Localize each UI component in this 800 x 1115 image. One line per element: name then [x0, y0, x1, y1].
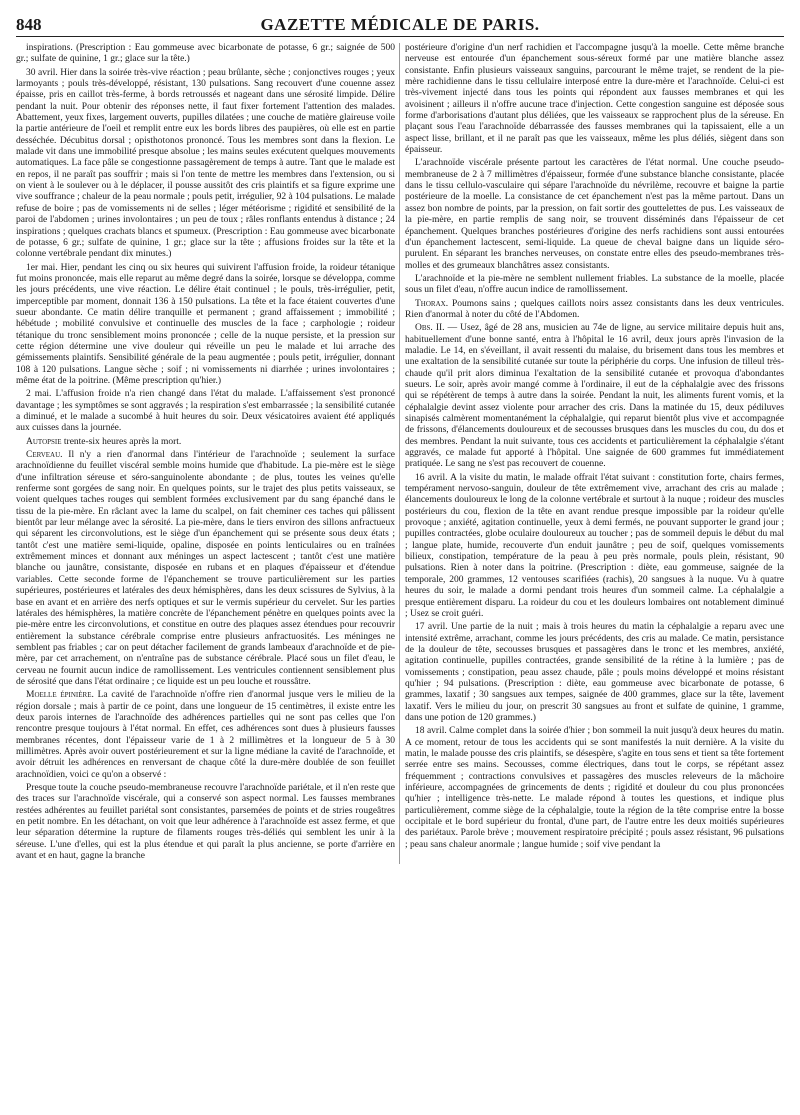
paragraph — [16, 437, 395, 448]
left-column — [16, 43, 395, 864]
paragraph-text: L'arachnoïde et la pie-mère ne semblent nullement friables. La substance de la moelle, placée sous un filet d'eau, n'offre aucun indice de ramollissement. — [405, 273, 784, 296]
paragraph — [405, 726, 784, 851]
paragraph — [405, 473, 784, 620]
paragraph — [405, 622, 784, 724]
paragraph — [405, 323, 784, 470]
paragraph — [16, 68, 395, 261]
page-number: 848 — [16, 15, 42, 34]
paragraph-text: trente-six heures après la mort. — [61, 436, 182, 447]
paragraph — [16, 43, 395, 66]
paragraph — [405, 274, 784, 297]
two-column-body — [16, 43, 784, 864]
paragraph — [16, 263, 395, 388]
paragraph-text: 18 avril. Calme complet dans la soirée d'hier ; bon sommeil la nuit jusqu'à deux heures du matin. A ce moment, retour de tous les accidents qui se sont manifestés la nuit dernière. A la visite du matin, le malade pousse des cris plaintifs, se désespère, s'agite en tous sens et tient sa tête fortement serrée entre ses mains. Secousses, comme électriques, dans tout le corps, se répétant assez fréquemment ; contractions convulsives et passagères des muscles releveurs de la mâchoire inférieure, accompagnées de grincements de dents ; rigidité et douleur du cou plus prononcées qu'hier ; intelligence très-nette. Le malade répond à toutes les questions, et indique plus particulièrement, comme siège de la céphalalgie, toute la région de la tête comprise entre la bosse occipitale et le bord supérieur du frontal, d'une part, de l'autre entre les deux moitiés supérieures des pariétaux. Parole brève ; mouvement respiratoire précipité ; pouls assez résistant, 96 pulsations ; peau sans chaleur anormale ; langue humide ; soif vive pendant la — [405, 726, 784, 850]
section-lead: Moelle épinière. — [26, 690, 94, 701]
paragraph-text: 30 avril. Hier dans la soirée très-vive réaction ; peau brûlante, sèche ; conjonctives rouges ; yeux larmoyants ; pouls très-développé, résistant, 130 pulsations. Sang recouvert d'une couenne assez épaisse, pris en caillot très-ferme, à bords retroussés et nageant dans une sérosité limpide. Délire pendant la nuit. Pour obtenir des réponses nette, il faut fixer fortement l'attention des malades. Abattement, yeux fixes, largement ouverts, pupilles dilatées ; une couche de matière glaireuse voile la partie antérieure de l'oeil et remplit entre eux les bords libres des paupières, où elle est en partie desséchée. Décubitus dorsal ; opisthotonos prononcé. Tous les membres sont dans la flexion. Le malade vit dans une immobilité presque absolue ; les mains seules exécutent quelques mouvements automatiques. La face pâle se congestionne passagèrement de temps à autre. Tant que le malade est en repos, il ne paraît pas souffrir ; mais si l'on tente de mettre les membres dans l'extension, ou si on vient à le soulever ou à le déplacer, il pousse aussitôt des cris plaintifs et sa figure exprime une vive souffrance ; chaleur de la peau normale ; pouls petit, irrégulier, 92 à 104 pulsations. Le malade refuse de boire ; pas de vomissements ni de selles ; léger météorisme ; rigidité et sensibilité de la paroi de l'abdomen ; urines involontaires ; un peu de toux ; râles ronflants entendus à distance ; 24 inspirations ; quelques crachats blancs et spumeux. (Prescription : Eau gommeuse avec bicarbonate de potasse, 6 gr.; sulfate de quinine, 1 gr.; glace sur la tête ; affusions froides sur la tête et la colonne vertébrale pendant dix minutes.) — [16, 67, 395, 260]
page-header — [16, 14, 784, 37]
paragraph — [405, 43, 784, 156]
section-lead: Obs. II. — [415, 323, 445, 334]
paragraph-text: La cavité de l'arachnoïde n'offre rien d'anormal jusque vers le milieu de la région dorsale ; mais à partir de ce point, dans une longueur de 15 centimètres, il existe entre les deux parois internes de l'arachnoïde des adhérences partielles qui ne sont pas celles que l'on rencontre presque toujours à l'état normal. En effet, ces adhérences sont dues à plusieurs fausses membranes récentes, dont l'épaisseur varie de 1 à 2 millimètres et la longueur de 5 à 30 millimètres. Après avoir ouvert postérieurement et sur la ligne médiane la cavité de l'arachnoïde, et avoir détruit les adhérences en renversant de chaque côté la dure-mère doublée de son feuillet arachnoïdien, voici ce qu'on a observé : — [16, 690, 395, 780]
paragraph-text: Presque toute la couche pseudo-membraneuse recouvre l'arachnoïde pariétale, et il n'en reste que des traces sur l'arachnoïde viscérale, qui a conservé son aspect normal. Les fausses membranes restées adhérentes au feuillet pariétal sont consistantes, parsemées de points et de stries rougeâtres en petit nombre. En les détachant, on voit que leur adhérence à l'arachnoïde est assez ferme, et que leur séparation détermine la rupture de filaments rouges très-déliés qui semblent les unir à la séreuse. L'une d'elles, qui est la plus étendue et qui paraît la plus ancienne, se porte d'arrière en avant et en haut, gagne la branche — [16, 783, 395, 862]
paragraph-text: inspirations. (Prescription : Eau gommeuse avec bicarbonate de potasse, 6 gr.; saignée de 500 gr.; sulfate de quinine, 1 gr.; glace sur la tête.) — [16, 43, 395, 65]
paragraph — [16, 389, 395, 434]
paragraph-text: Poumons sains ; quelques caillots noirs assez consistants dans les deux ventricules. Rien d'anormal à noter du côté de l'Abdomen. — [405, 298, 784, 320]
paragraph-text: Il n'y a rien d'anormal dans l'intérieur de l'arachnoïde ; seulement la surface arachnoïdienne du feuillet viscéral semble moins humide que d'habitude. La pie-mère est le siège d'une infiltration séreuse et séro-sanguinolente abondante ; de plus, toutes les veines qu'elle renferme sont gorgées de sang noir. En quelques points, sur le trajet des plus petits vaisseaux, se voient quelques taches rouges qui semblent formées exclusivement par du sang épanché dans le tissu de la pie-mère. En râclant avec la lame du scalpel, on fait cheminer ces taches qui pâlissent bientôt par leur mélange avec la sérosité. La pie-mère, dans le tiers environ des sillons anfractueux qui séparent les circonvolutions, est le siège d'un épanchement qui se présente sous deux états ; tantôt c'est une matière semi-liquide, opaline, disposée en points lenticulaires ou en traînées extrêmement minces et donnant aux méninges un aspect lactescent ; tantôt c'est une matière blanche ou jaunâtre, consistante, disposée en rubans et en plaques d'épaisseur et d'étendue variables. Cette seconde forme de l'épanchement se trouve particulièrement sur les parties supérieures, postérieures et latérales des deux hémisphères, dans les deux scissures de Sylvius, à la base en avant et en arrière des nerfs optiques et sur le vermis supérieur du cervelet. Sur les parties latérales des hémisphères, la matière concrète de l'épanchement pénètre en quelques points avec la pie-mère entre les circonvolutions, et constitue en outre des plaques assez étendues pour recouvrir entièrement la substance cérébrale comprise entre plusieurs anfractuosités. Les méninges ne semblent pas friables ; car on peut détacher facilement de grands lambeaux d'arachnoïde et de pie-mère, par cet arrachement, on n'entraîne pas de substance cérébrale. Placé sous un filet d'eau, le cerveau ne fournit aucun indice de ramollissement. Les ventricules contiennent sensiblement plus de sérosité que dans l'état ordinaire ; ce liquide est un peu louche et roussâtre. — [16, 450, 395, 687]
section-lead: Autopsie — [26, 436, 62, 447]
right-column — [405, 43, 784, 864]
paragraph — [16, 690, 395, 781]
paragraph — [405, 299, 784, 322]
paragraph-text: postérieure d'origine d'un nerf rachidien et l'accompagne jusqu'à la moelle. Cette même branche nerveuse est entourée d'un épanchement sous-séreux formé par une matière blanche assez consistante. Enfin plusieurs vaisseaux sanguins, parcourant le même trajet, se rendent de la pie-mère rachidienne dans le tissu cellulaire interposé entre la dure-mère et l'arachnoïde. Celui-ci est très-vivement injecté dans tous les points qui répondent aux fausses membranes et qui les avoisinent ; ailleurs il n'offre aucune trace d'injection. Cette congestion sanguine est déposée sous forme d'arborisations d'autant plus déliées, que les vaisseaux se rapprochent plus de la séreuse. En plaçant sous l'eau l'arachnoïde débarrassée des fausses membranes qui la tapissaient, elle a un aspect lisse, brillant, et il ne paraît pas que les vaisseaux, même les plus déliés, siègent dans son épaisseur. — [405, 43, 784, 156]
paragraph-text: 17 avril. Une partie de la nuit ; mais à trois heures du matin la céphalalgie a reparu avec une intensité extrême, arrachant, comme les jours précédents, des cris au malade. Ce matin, persistance de la douleur de tête, secousses brusques et passagères dans le tronc et les membres, anxiété, agitation continuelle, pupilles contractées, grande sensibilité de la rétine à la lumière ; pas de vomissements ; constipation, peau assez chaude, pâle ; pouls moins développé et moins résistant qu'hier ; 94 pulsations. (Prescription : diète, eau gommeuse avec bicarbonate de potasse, 6 grammes, laxatif ; 30 sangsues aux tempes, saignée de 400 grammes, glace sur la tête, lavement laxatif. Vers le milieu du jour, on prescrit 30 sangsues au front et sulfate de quinine, 1 gramme, dans une potion de 120 grammes.) — [405, 622, 784, 723]
paragraph-text: — Usez, âgé de 28 ans, musicien au 74e de ligne, au service militaire depuis huit ans, habituellement d'une bonne santé, entra à l'hôpital le 16 avril, deux jours après l'invasion de la maladie. Le 14, en s'éveillant, il avait ressenti du malaise, du brisement dans tous les membres et une exaltation de la sensibilité cutanée sur toute la périphérie du corps. Une infusion de tilleul très-chaude qu'il prit alors diminua l'exaltation de la sensibilité cutanée et provoqua d'abondantes sueurs. Le soir, après avoir mangé comme à l'ordinaire, il eut de la céphalalgie avec des frissons qui se répétèrent de temps à autre dans la soirée. Pendant la nuit, les aliments furent vomis, et la céphalalgie devint assez violente pour arracher des cris. Dans la matinée du 15, deux pédiluves sinapisés calmèrent momentanément la céphalalgie, qui reparut bientôt plus vive et accompagnée de frissons, d'élancements douloureux et de secousses brusques dans les muscles du cou, du dos et des membres. Pendant la nuit suivante, tous ces accidents et particulièrement la céphalalgie s'étant aggravés, ce malade fut apporté à l'hôpital. Une saignée de 600 grammes fut immédiatement pratiquée. Le sang ne s'est pas recouvert de couenne. — [405, 323, 785, 470]
paragraph-text: 16 avril. A la visite du matin, le malade offrait l'état suivant : constitution forte, chairs fermes, tempérament nervoso-sanguin, douleur de tête extrêmement vive, arrachant des cris au malade ; élancements douloureux le long de la colonne vertébrale et surtout à la nuque ; roideur des muscles postérieurs du cou, flexion de la tête en avant rendue presque impossible par la roideur qu'elle provoque ; anxiété, agitation continuelle, yeux à demi fermés, ne pouvant supporter le grand jour ; pupilles contractées, globe oculaire douloureux au toucher ; pas de sommeil depuis le début du mal ; langue plate, humide, recouverte d'un enduit jaunâtre ; peu de soif, quelques vomissements bilieux, constipation, température de la peau à peu près normale, pouls plein, résistant, 90 pulsations. Rien à noter dans la poitrine. (Prescription : diète, eau gommeuse, saignée de la temporale, 200 grammes, 12 ventouses scarifiées (rachis), 20 sangsues à la nuque. Vu à quatre heures du soir, le malade a dormi pendant trois heures d'un sommeil calme. La céphalalgie a presque entièrement disparu. La roideur du cou et les douleurs lombaires ont notablement diminué ; Usez se croit guéri. — [405, 472, 784, 619]
paragraph-text: 2 mai. L'affusion froide n'a rien changé dans l'état du malade. L'affaissement s'est prononcé davantage ; les symptômes se sont aggravés ; la respiration s'est embarrassée ; la sensibilité cutanée a diminué, et le malade a sucombé à huit heures du soir. Deux vésicatoires avaient été appliqués aux cuisses dans la journée. — [16, 389, 395, 434]
section-lead: Cerveau. — [26, 450, 63, 461]
paragraph-text: 1er mai. Hier, pendant les cinq ou six heures qui suivirent l'affusion froide, la roideur tétanique fut moins prononcée, mais elle reparut au même degré dans la soirée, lorsque se développa, comme les jours précédents, une vive réaction. Le délire était continuel ; le pouls, très-irrégulier, petit, imperceptible par moment, donnait 136 à 150 pulsations. La tête et la face étaient couvertes d'une sueur abondante. Ce matin délire tranquille et permanent ; grand affaissement ; immobilité ; hébétude ; mobilité convulsive et continuelle des muscles de la face ; carphologie ; roideur tétanique du tronc sensiblement moins prononcée ; celle de la nuque persiste, et la pression sur cette région détermine une vive douleur qui réveille un peu le malade et lui arrache des gémissements plaintifs. Sensibilité générale de la peau augmentée ; pouls petit, irrégulier, donnant 108 à 120 pulsations. Langue sèche ; soif ; ni vomissements ni diarrhée ; urines involontaires ; même état de la poitrine. (Même prescription qu'hier.) — [16, 262, 395, 386]
journal-title: GAZETTE MÉDICALE DE PARIS. — [260, 15, 540, 34]
section-lead: Thorax. — [415, 298, 449, 309]
paragraph — [16, 450, 395, 688]
paragraph — [405, 158, 784, 271]
paragraph-text: L'arachnoïde viscérale présente partout les caractères de l'état normal. Une couche pseudo-membraneuse de 2 à 7 millimètres d'épaisseur, formée d'une substance blanche consistante, placée dans le tissu cellulo-vasculaire qui sépare l'arachnoïde du névrilème, recouvre et baigne la partie postérieure de la moelle. La consistance de cet épanchement n'est pas la même partout. Dans un assez bon nombre de points, par la pression, on fait sortir des gouttelettes de pus. Les vaisseaux de la pie-mère, en partie remplis de sang noir, se trouvent disséminés dans l'épaisseur de cet épanchement. Quelques branches postérieures d'origine des nerfs rachidiens sont aussi entourées d'un épanchement lactescent, semi-liquide. La queue de cheval baigne dans un liquide séro-purulent. En séparant les branches nerveuses, on constate entre elles des pseudo-membranes très-molles et des grumeaux blanchâtres assez consistants. — [405, 158, 784, 271]
paragraph — [16, 783, 395, 862]
